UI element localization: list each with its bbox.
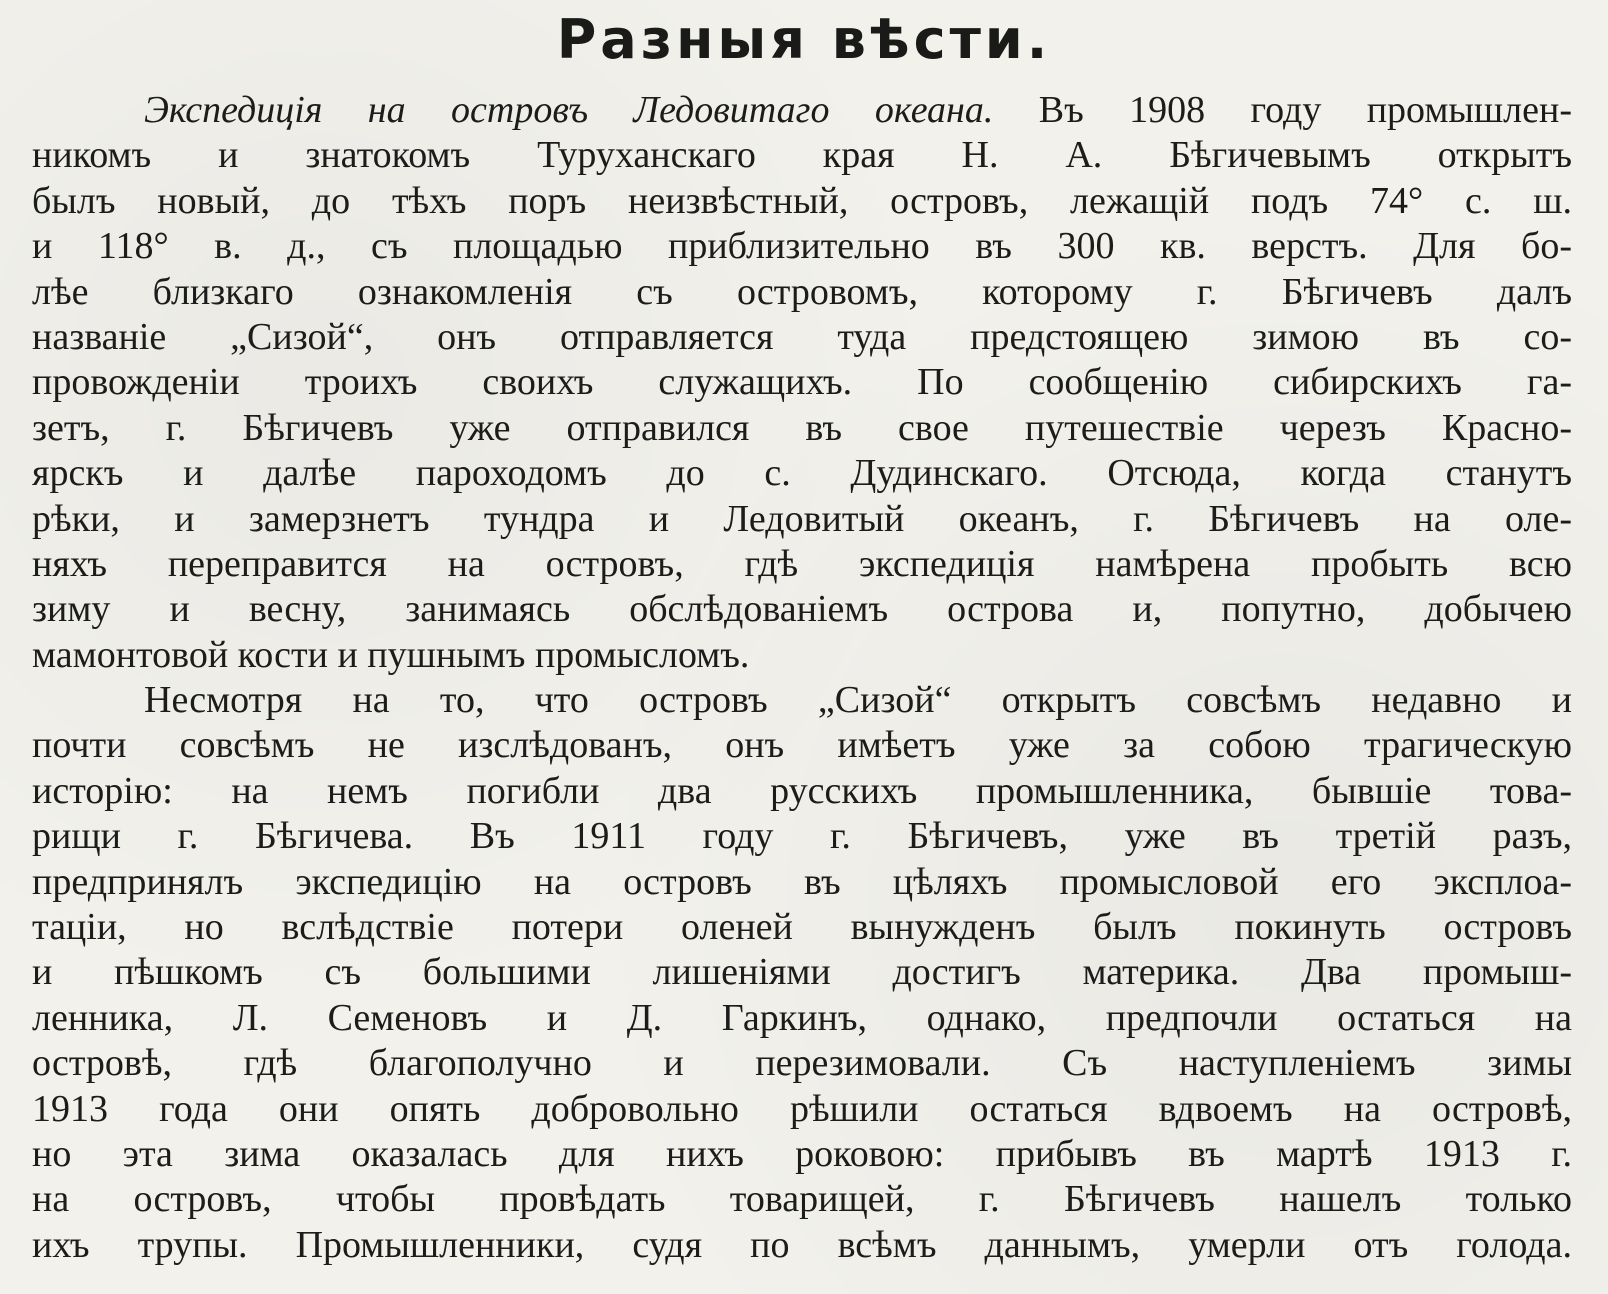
text-line: предпринялъ экспедицію на островъ въ цѣляхъ промысловой его эксплоа- — [32, 860, 1572, 903]
text-line: зиму и весну, занимаясь обслѣдованіемъ острова и, попутно, добычею — [32, 588, 1572, 631]
text-line: рѣки, и замерзнетъ тундра и Ледовитый океанъ, г. Бѣгичевъ на оле- — [32, 497, 1572, 540]
text-line: названіе „Сизой“, онъ отправляется туда предстоящею зимою въ со- — [32, 315, 1572, 358]
text-line: 1913 года они опять добровольно рѣшили остаться вдвоемъ на островѣ, — [32, 1087, 1572, 1130]
text-line: зетъ, г. Бѣгичевъ уже отправился въ свое путешествіе черезъ Красно- — [32, 406, 1572, 449]
text-line: лѣе близкаго ознакомленія съ островомъ, которому г. Бѣгичевъ далъ — [32, 270, 1572, 313]
text-span: Въ 1908 году промышлен- — [1038, 89, 1572, 131]
text-line: ярскъ и далѣе пароходомъ до с. Дудинскаго. Отсюда, когда станутъ — [32, 452, 1572, 495]
text-line: ленника, Л. Семеновъ и Д. Гаркинъ, однако, предпочли остаться на — [32, 996, 1572, 1039]
text-line: былъ новый, до тѣхъ поръ неизвѣстный, островъ, лежащій подъ 74° с. ш. — [32, 179, 1572, 222]
text-line: няхъ переправится на островъ, гдѣ экспедиція намѣрена пробыть всю — [32, 542, 1572, 585]
text-line — [32, 88, 1572, 133]
text-line: никомъ и знатокомъ Туруханскаго края Н. А. Бѣгичевымъ открытъ — [32, 134, 1572, 177]
text-line: но эта зима оказалась для нихъ роковою: прибывъ въ мартѣ 1913 г. — [32, 1132, 1572, 1175]
text-line: мамонтовой кости и пушнымъ промысломъ. — [32, 633, 750, 676]
text-line: и 118° в. д., съ площадью приблизительно въ 300 кв. верстъ. Для бо- — [32, 225, 1572, 268]
text-line: и пѣшкомъ съ большими лишеніями достигъ материка. Два промыш- — [32, 951, 1572, 994]
text-line: островѣ, гдѣ благополучно и перезимовали. Съ наступленіемъ зимы — [32, 1042, 1572, 1085]
text-line: на островъ, чтобы провѣдать товарищей, г. Бѣгичевъ нашелъ только — [32, 1178, 1572, 1221]
text-line: ихъ трупы. Промышленники, судя по всѣмъ даннымъ, умерли отъ голода. — [32, 1223, 1572, 1266]
text-line: провожденіи троихъ своихъ служащихъ. По сообщенію сибирскихъ га- — [32, 361, 1572, 404]
text-line: исторію: на немъ погибли два русскихъ промышленника, бывшіе това- — [32, 769, 1572, 812]
text-line: Несмотря на то, что островъ „Сизой“ открытъ совсѣмъ недавно и — [144, 679, 1572, 722]
page-title: Разныя вѣсти. — [556, 8, 1052, 71]
article-body — [32, 88, 1572, 1268]
text-line: почти совсѣмъ не изслѣдованъ, онъ имѣетъ уже за собою трагическую — [32, 724, 1572, 767]
article-heading: Экспедиція на островъ Ледовитаго океана. — [144, 89, 994, 131]
text-line: рищи г. Бѣгичева. Въ 1911 году г. Бѣгичевъ, уже въ третій разъ, — [32, 815, 1572, 858]
text-line: таціи, но вслѣдствіе потери оленей вынужденъ былъ покинуть островъ — [32, 906, 1572, 949]
